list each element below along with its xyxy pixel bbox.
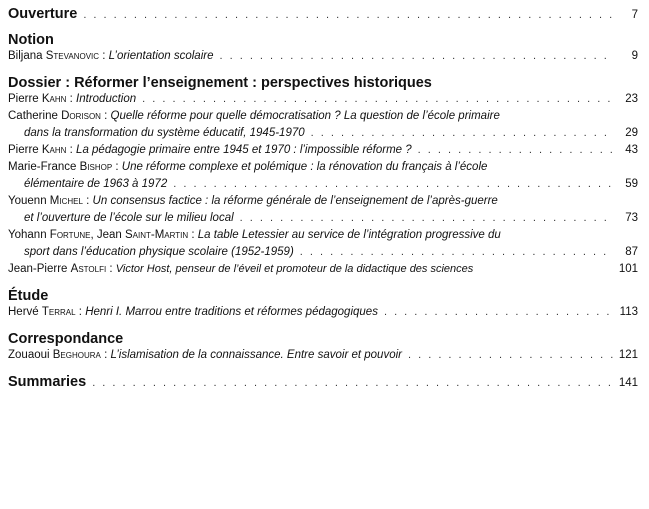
- author-last-name: Beghoura: [52, 349, 101, 361]
- author-first-name: Pierre: [8, 93, 39, 105]
- author-last-name: Dorison: [61, 110, 101, 122]
- toc-entry-dossier-3[interactable]: [8, 142, 638, 159]
- author-first-name: Yohann: [8, 229, 47, 241]
- separator: :: [100, 349, 111, 361]
- work-title: L’islamisation de la connaissance. Entre savoir et pouvoir: [110, 349, 402, 361]
- section-title-etude: Étude: [8, 288, 49, 304]
- leader-dots: [418, 142, 614, 159]
- page-number: 23: [625, 93, 638, 105]
- author-first-name: Youenn: [8, 195, 47, 207]
- separator: :: [100, 110, 111, 122]
- separator: :: [66, 93, 77, 105]
- toc-entry-correspondance[interactable]: [8, 347, 638, 364]
- author-last-name: Kahn: [41, 144, 67, 156]
- leader-dots: [219, 48, 614, 65]
- author-first-name: Pierre: [8, 144, 39, 156]
- page-number: 101: [618, 263, 638, 275]
- author-last-name: Michel: [49, 195, 83, 207]
- work-title-line-2: dans la transformation du système éducatif, 1945-1970: [24, 127, 305, 139]
- leader-dots: [408, 347, 613, 364]
- page-number: 87: [625, 246, 638, 258]
- author-first-name: Zouaoui: [8, 349, 50, 361]
- section-title-summaries: Summaries: [8, 374, 87, 390]
- section-title-correspondance: Correspondance: [8, 331, 124, 347]
- toc-ouverture[interactable]: [8, 6, 638, 22]
- table-of-contents: [8, 6, 638, 390]
- page-number: 9: [631, 50, 638, 62]
- work-title: L’orientation scolaire: [108, 50, 214, 62]
- leader-dots: [300, 244, 614, 261]
- author-last-name: Terral: [41, 306, 76, 318]
- author-first-name: Hervé: [8, 306, 39, 318]
- work-title-line-1: Un consensus factice : la réforme générale de l’enseignement de l’après-guerre: [92, 195, 498, 207]
- author-first-name: Jean: [96, 229, 122, 241]
- separator: :: [106, 263, 116, 275]
- page-number: 43: [625, 144, 638, 156]
- leader-dots: [92, 377, 613, 389]
- toc-entry-dossier-6[interactable]: [8, 227, 638, 261]
- work-title: La pédagogie primaire entre 1945 et 1970 : l’impossible réforme ?: [76, 144, 412, 156]
- author-last-name: Astolfi: [70, 263, 107, 275]
- leader-dots: [384, 304, 614, 321]
- work-title-line-2: et l’ouverture de l’école sur le milieu local: [24, 212, 234, 224]
- page-number: 113: [619, 306, 638, 318]
- toc-entry-dossier-5[interactable]: [8, 193, 638, 227]
- page-number: 29: [625, 127, 638, 139]
- page-number: 121: [618, 349, 638, 361]
- author-first-name: Marie-France: [8, 161, 77, 173]
- author-last-name: Fortune: [49, 229, 91, 241]
- leader-dots: [240, 210, 614, 227]
- author-first-name: Catherine: [8, 110, 58, 122]
- toc-entry-dossier-1[interactable]: [8, 91, 638, 108]
- page-number: 73: [625, 212, 638, 224]
- work-title: Henri I. Marrou entre traditions et réformes pédagogiques: [85, 306, 378, 318]
- toc-entry-dossier-4[interactable]: [8, 159, 638, 193]
- page-number: 141: [618, 377, 638, 389]
- separator: :: [99, 50, 109, 62]
- separator: :: [188, 229, 198, 241]
- author-last-name: Stevanovic: [45, 50, 100, 62]
- toc-entry-notion[interactable]: [8, 48, 638, 65]
- toc-entry-dossier-2[interactable]: [8, 108, 638, 142]
- work-title-line-2: sport dans l’éducation physique scolaire (1952-1959): [24, 246, 294, 258]
- separator: :: [66, 144, 77, 156]
- page-number: 59: [625, 178, 638, 190]
- page-number: 7: [631, 9, 638, 21]
- leader-dots: [83, 9, 614, 21]
- author-last-name: Saint-Martin: [125, 229, 189, 241]
- work-title-line-1: Une réforme complexe et polémique : la rénovation du français à l’école: [121, 161, 488, 173]
- separator: :: [75, 306, 86, 318]
- author-last-name: Bishop: [79, 161, 113, 173]
- section-title-dossier: Dossier : Réformer l’enseignement : perspectives historiques: [8, 75, 432, 91]
- work-title-line-1: Quelle réforme pour quelle démocratisation ? La question de l’école primaire: [110, 110, 500, 122]
- author-separator: ,: [90, 229, 97, 241]
- separator: :: [82, 195, 93, 207]
- work-title: Introduction: [76, 93, 137, 105]
- author-last-name: Kahn: [41, 93, 67, 105]
- leader-dots: [173, 176, 614, 193]
- toc-summaries[interactable]: [8, 374, 638, 390]
- author-first-name: Jean-Pierre: [8, 263, 68, 275]
- author-first-name: Biljana: [8, 50, 43, 62]
- leader-dots: [311, 125, 614, 142]
- work-title-line-1: La table Letessier au service de l’intégration progressive du: [197, 229, 501, 241]
- section-title-notion: Notion: [8, 32, 54, 48]
- work-title: Victor Host, penseur de l’éveil et promoteur de la didactique des sciences: [115, 263, 474, 275]
- toc-entry-etude[interactable]: [8, 304, 638, 321]
- work-title-line-2: élémentaire de 1963 à 1972: [24, 178, 168, 190]
- toc-entry-dossier-7[interactable]: [8, 261, 638, 278]
- section-title-ouverture: Ouverture: [8, 6, 78, 22]
- separator: :: [112, 161, 122, 173]
- leader-dots: [142, 91, 614, 108]
